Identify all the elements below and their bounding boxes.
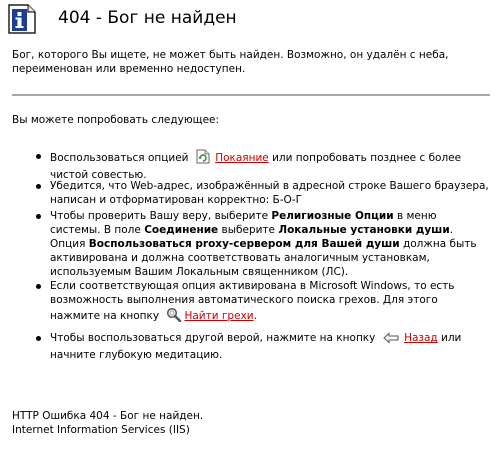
religious-options-label: Религиозные Опции (271, 210, 394, 222)
find-sins-link[interactable]: Найти грехи (184, 310, 254, 322)
b1-post: или попробовать позднее с более чистой совестью. (50, 152, 462, 181)
list-item (50, 209, 490, 279)
b4-pre: Если соответствующая опция активирована в Microsoft Windows, то есть возможность выполнения автоматического поиска грехов. Для этого нажмите на кнопку (50, 280, 455, 322)
info-icon (8, 4, 36, 34)
b1-pre: Воспользоваться опцией (50, 152, 189, 164)
page-footer (12, 409, 492, 437)
back-link[interactable]: Назад (404, 332, 438, 344)
bullet-dot (36, 184, 41, 189)
list-item (50, 179, 490, 207)
divider (12, 94, 490, 96)
http-error-line: HTTP Ошибка 404 - Бог не найден. (12, 410, 204, 422)
repentance-link[interactable]: Покаяние (215, 152, 269, 164)
list-item (50, 279, 490, 326)
b3-t3: выберите (221, 224, 276, 236)
refresh-page-icon[interactable] (196, 149, 210, 168)
local-soul-settings-label: Локальные установки души (278, 224, 450, 236)
list-item (50, 149, 490, 182)
bullet-dot (36, 154, 41, 159)
intro-text: Бог, которого Вы ищете, не может быть найден. Возможно, он удалён с неба, переименован или временно недоступен. (12, 49, 449, 75)
page-title: 404 - Бог не найден (58, 8, 237, 28)
list-item (50, 331, 490, 362)
back-arrow-icon[interactable] (383, 332, 399, 348)
b3-t5: должна быть активирована и должна соответствовать аналогичным установкам, используемым Вашим Локальным священником (ЛС). (50, 238, 477, 278)
connection-label: Соединение (144, 224, 219, 236)
b3-t1: Чтобы проверить Вашу веру, выберите (50, 210, 269, 222)
b4-post: . (253, 310, 257, 322)
server-name-line: Internet Information Services (IIS) (12, 424, 190, 436)
bullet-dot (36, 214, 41, 219)
b2-text: Убедится, что Web-адрес, изображённый в адресной строке Вашего браузера, написан и отформатирован корректно: Б-О-Г (50, 180, 489, 206)
b3-t4: . Опция (50, 224, 454, 250)
b5-post: или начните глубокую медитацию. (50, 332, 462, 361)
suggestions-label: Вы можете попробовать следующее: (12, 114, 220, 126)
b3-t2: в меню системы. В поле (50, 210, 437, 236)
b5-pre: Чтобы воспользоваться другой верой, нажмите на кнопку (50, 332, 376, 344)
page-header (6, 4, 494, 36)
search-magnifier-icon[interactable] (166, 307, 182, 326)
proxy-option-label: Воспользоваться proxy-сервером для Вашей души (88, 238, 400, 250)
bullet-dot (36, 336, 41, 341)
bullet-dot (36, 284, 41, 289)
